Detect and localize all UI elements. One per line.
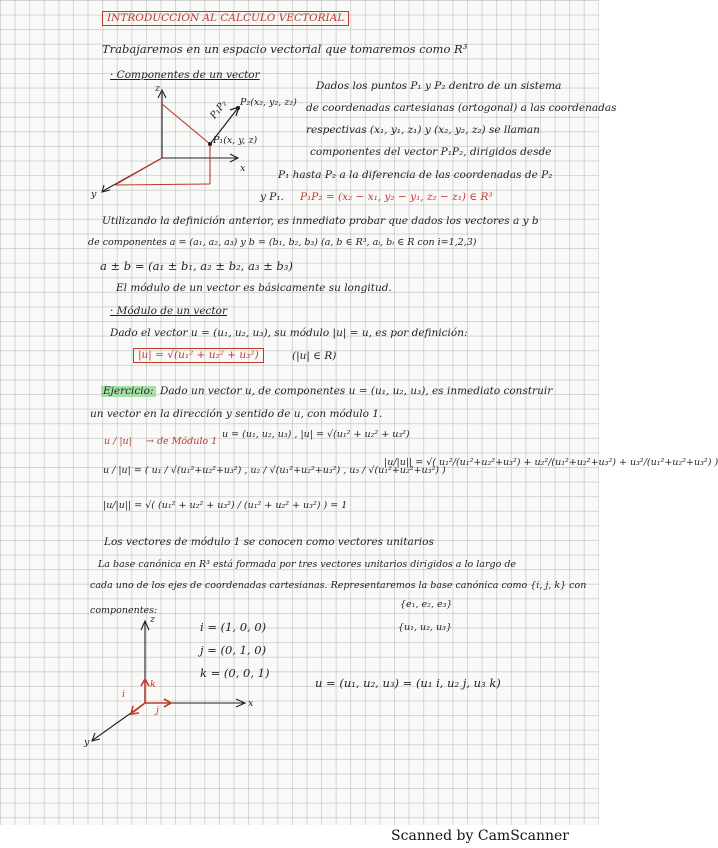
section-components: · Componentes de un vector	[110, 69, 260, 81]
body-line-12: El módulo de un vector es básicamente su longitud.	[116, 282, 392, 294]
fig1-x-label: x	[240, 163, 246, 174]
def-line-1: Dados los puntos P₁ y P₂ dentro de un sistema	[316, 80, 562, 92]
fig2-i-label: i	[122, 689, 126, 700]
def-line-6a: y P₁.	[260, 191, 284, 203]
fig2-z-label: z	[150, 614, 156, 625]
i-vector	[132, 703, 145, 713]
basis-j: j = (0, 1, 0)	[200, 643, 267, 657]
intro-line: Trabajaremos en un espacio vectorial que tomaremos como R³	[102, 42, 468, 56]
fig2-x-label: x	[248, 698, 254, 709]
vector-in-basis: u = (u₁, u₂, u₃) = (u₁ i, u₂ j, u₃ k)	[315, 676, 501, 690]
basis-e: {e₁, e₂, e₃}	[400, 599, 453, 610]
basis-k: k = (0, 0, 1)	[200, 666, 270, 680]
def-line-4: componentes del vector P₁P₂, dirigidos desde	[310, 146, 552, 158]
unit-vector-components: u / |u| = ( u₁ / √(u₁²+u₂²+u₃²) , u₂ / √(u₁²+u₂²+u₃²) , u₃ / √(u₁²+u₂²+u₃²) )	[103, 465, 446, 476]
def-formula-p1p2: P₁P₂ = (x₂ − x₁, y₂ − y₁, z₂ − z₁) ∈ R³	[300, 191, 493, 203]
exercise-line-1: Dado un vector u, de componentes u = (u₁, u₂, u₃), es inmediato construir	[160, 385, 553, 397]
modulo-1-note: → de Módulo 1	[146, 436, 218, 447]
body-line-23: cada uno de los ejes de coordenadas cartesianas. Representaremos la base canónica como {i, j, k} con	[90, 580, 587, 591]
fig1-p2-label: P₂(x₂, y₂, z₂)	[240, 97, 297, 108]
body-line-22: La base canónica en R³ está formada por tres vectores unitarios dirigidos a lo largo de	[98, 559, 517, 570]
scanner-watermark: Scanned by CamScanner	[391, 828, 569, 844]
scanner-footer	[0, 825, 599, 848]
unit-vector-modulus: |u/|u|| = √( u₁²/(u₁²+u₂²+u₃²) + u₂²/(u₁²+u₂²+u₃²) + u₃²/(u₁²+u₂²+u₃²) )	[384, 457, 718, 468]
def-line-3: respectivas (x₁, y₁, z₁) y (x₂, y₂, z₂) se llaman	[306, 124, 540, 136]
fig1-vector-label: P₁P₂	[208, 98, 230, 122]
body-line-24: componentes:	[90, 605, 158, 616]
unit-modulus-result: |u/|u|| = √( (u₁² + u₂² + u₃²) / (u₁² + u₂² + u₃²) ) = 1	[103, 500, 348, 511]
modulus-in-r: (|u| ∈ R)	[292, 350, 337, 362]
def-line-5: P₁ hasta P₂ a la diferencia de las coordenadas de P₂	[278, 169, 553, 181]
def-line-2: de coordenadas cartesianas (ortogonal) a las coordenadas	[306, 102, 617, 114]
section-modulus: · Módulo de un vector	[110, 305, 227, 317]
sum-formula: a ± b = (a₁ ± b₁, a₂ ± b₂, a₃ ± b₃)	[100, 259, 293, 273]
basis-u: {u₁, u₂, u₃}	[398, 622, 452, 633]
body-line-10: de componentes a = (a₁, a₂, a₃) y b = (b₁, b₂, b₃) (a, b ∈ R³, aᵢ, bᵢ ∈ R con i=1,2,3)	[88, 237, 477, 248]
exercise-line-2: un vector en la dirección y sentido de u, con módulo 1.	[90, 408, 383, 420]
body-line-14: Dado el vector u = (u₁, u₂, u₃), su módulo |u| = u, es por definición:	[110, 327, 468, 339]
basis-i: i = (1, 0, 0)	[200, 620, 267, 634]
modulus-formula: |u| = √(u₁² + u₂² + u₃²)	[133, 348, 264, 363]
fig1-z-label: z	[155, 83, 161, 94]
exercise-label: Ejercicio:	[103, 385, 154, 397]
fig1-p1-label: P₁(x, y, z)	[213, 135, 258, 146]
body-line-21: Los vectores de módulo 1 se conocen como vectores unitarios	[104, 536, 434, 548]
fig2-j-label: j	[156, 705, 159, 716]
unit-fraction: u / |u|	[104, 436, 132, 447]
fig2-k-label: k	[150, 679, 156, 690]
vector-definition: u = (u₁, u₂, u₃) , |u| = √(u₁² + u₂² + u₃²)	[222, 429, 410, 440]
page-title: INTRODUCCIÓN AL CÁLCULO VECTORIAL	[102, 11, 349, 26]
fig2-y-label: y	[84, 737, 90, 748]
body-line-9: Utilizando la definición anterior, es inmediato probar que dados los vectores a y b	[102, 215, 539, 227]
fig1-y-label: y	[91, 189, 97, 200]
